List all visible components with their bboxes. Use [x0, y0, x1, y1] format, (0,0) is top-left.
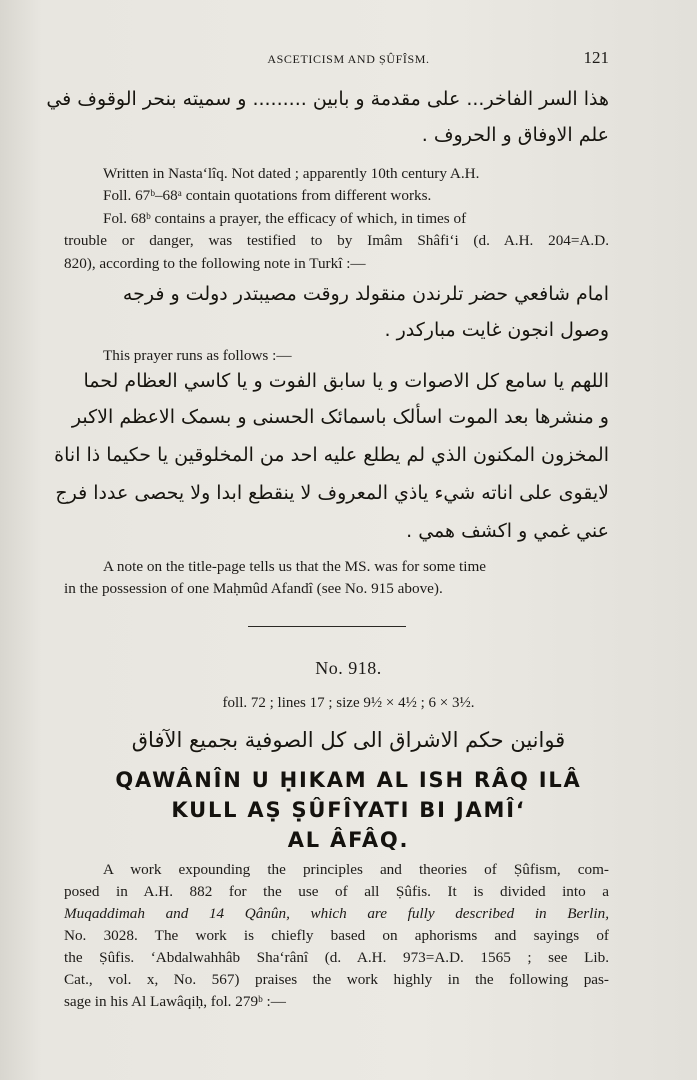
arabic-line: امام شافعي حضر تلرندن منقولد روقت مصيبتدر دولت و فرجه: [122, 283, 609, 305]
arabic-line: لايقوى على اناته شيء ياذي المعروف لا ينقطع ابدا ولا يحصى عددا فرج: [55, 482, 609, 504]
arabic-line: عني غمي و اكشف همي .: [406, 520, 609, 542]
text-line: sage in his Al Lawâqiḥ, fol. 279ᵇ :—: [64, 993, 286, 1010]
text-line: This prayer runs as follows :—: [103, 347, 292, 364]
arabic-title: قوانين حكم الاشراق الى كل الصوفية بجميع الآفاق: [131, 728, 566, 752]
text-line: Fol. 68ᵇ contains a prayer, the efficacy of which, in times of: [103, 210, 467, 227]
section-divider: [248, 626, 406, 627]
text-line: A note on the title-page tells us that the MS. was for some time: [103, 558, 486, 575]
page-header: [0, 48, 697, 70]
running-head: ASCETICISM AND ṢÛFÎSM.: [267, 52, 430, 66]
entry-title-line: AL ÂFÂQ.: [287, 828, 410, 852]
text-line: A work expounding the principles and theories of Ṣûfism, com-: [103, 861, 609, 878]
arabic-line: هذا السر الفاخر... على مقدمة و بابين ......... و سميته بنحر الوقوف في: [46, 88, 609, 110]
text-line: in the possession of one Maḥmûd Afandî (see No. 915 above).: [64, 580, 443, 597]
text-line: Cat., vol. x, No. 567) praises the work highly in the following pas-: [64, 971, 609, 988]
text-line: posed in A.H. 882 for the use of all Ṣûfis. It is divided into a: [64, 883, 609, 900]
arabic-line: وصول انجون غايت مباركدر .: [384, 319, 609, 341]
entry-meta: foll. 72 ; lines 17 ; size 9½ × 4½ ; 6 × 3½.: [222, 695, 475, 711]
text-line: Written in Nasta‘lîq. Not dated ; apparently 10th century A.H.: [103, 165, 480, 182]
page-number: 121: [583, 48, 609, 67]
text-line: No. 3028. The work is chiefly based on aphorisms and sayings of: [64, 927, 609, 944]
entry-number: No. 918.: [315, 658, 382, 678]
text-line: Muqaddimah and 14 Qânûn, which are fully described in Berlin,: [64, 905, 609, 922]
text-line: 820), according to the following note in Turkî :—: [64, 255, 366, 272]
arabic-line: اللهم يا سامع كل الاصوات و يا سابق الفوت و يا كاسي العظام لحما: [83, 370, 609, 392]
text-line: trouble or danger, was testified to by Imâm Shâfi‘i (d. A.H. 204=A.D.: [64, 232, 609, 249]
arabic-line: علم الاوفاق و الحروف .: [421, 124, 609, 146]
entry-title-line: KULL AṢ ṢÛFÎYATI BI JAMÎ‘: [171, 798, 526, 822]
arabic-line: و منشرها بعد الموت اسألک باسمائک الحسنى و بسمک الاعظم الاكبر: [71, 406, 609, 428]
arabic-line: المخزون المكنون الذي لم يطلع عليه احد من المخلوقين يا حكيما ذا اناة: [54, 444, 609, 466]
text-line: the Ṣûfis. ‘Abdalwahhâb Sha‘rânî (d. A.H. 973=A.D. 1565 ; see Lib.: [64, 949, 609, 966]
text-line: Foll. 67ᵇ–68ᵃ contain quotations from different works.: [103, 187, 432, 204]
entry-title-line: QAWÂNÎN U ḤIKAM AL ISH RÂQ ILÂ: [115, 768, 582, 792]
